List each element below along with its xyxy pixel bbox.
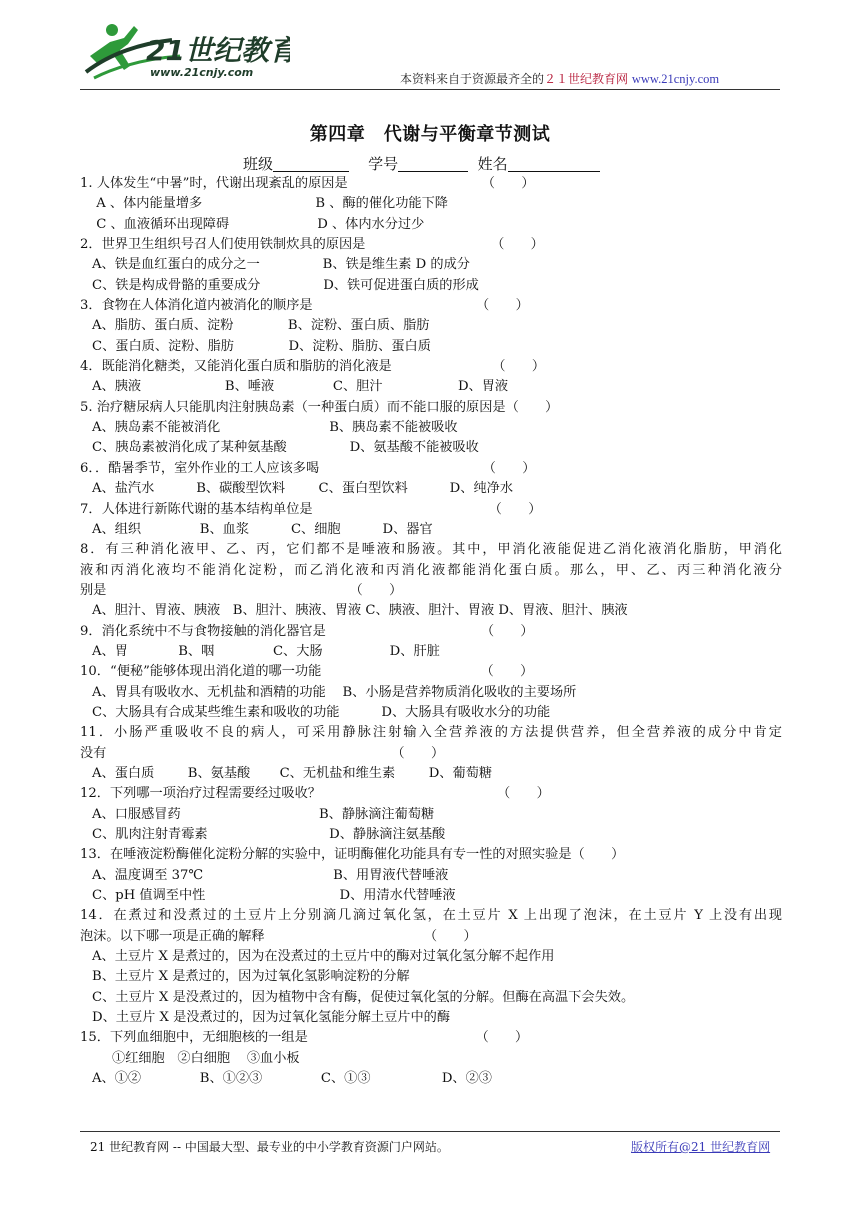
option-line: A、胃具有吸收水、无机盐和酒精的功能 B、小肠是营养物质消化吸收的主要场所 [92,684,577,700]
option-line: A 、体内能量增多 B 、酶的催化功能下降 [92,196,448,212]
question-line: 1. 人体发生“中暑”时，代谢出现紊乱的原因是 （ ） [80,176,535,191]
option-line: A、胃 B、咽 C、大肠 D、肝脏 [92,643,440,659]
question-line: 没有 （ ） [80,745,445,761]
logo-text: 21世纪教育 [146,34,290,67]
logo-url: www.21cnjy.com [150,66,254,79]
option-line: D、土豆片 X 是没煮过的，因为过氧化氢能分解土豆片中的酶 [92,1010,451,1026]
option-line: B、土豆片 X 是煮过的，因为过氧化氢影响淀粉的分解 [92,969,410,985]
name-blank[interactable] [508,155,600,172]
header-divider [80,89,780,90]
question-line: 别是 （ ） [80,582,403,598]
option-line: C、土豆片 X 是没煮过的，因为植物中含有酶，促使过氧化氢的分解。但酶在高温下会失效。 [92,989,635,1005]
class-blank[interactable] [273,155,349,172]
question-line: 4．既能消化糖类，又能消化蛋白质和脂肪的消化液是 （ ） [80,359,546,375]
option-line: C、pH 值调至中性 D、用清水代替唾液 [92,888,456,904]
option-line: A、①② B、①②③ C、①③ D、②③ [92,1071,492,1087]
question-line: 15．下列血细胞中，无细胞核的一组是 （ ） [80,1030,529,1046]
question-line: 液和丙消化液均不能消化淀粉，而乙消化液和丙消化液都能消化蛋白质。那么，甲、乙、丙三种消化液分 [80,562,782,578]
question-line: 3．食物在人体消化道内被消化的顺序是 （ ） [80,298,529,314]
number-blank[interactable] [398,155,468,172]
question-line: 11．小肠严重吸收不良的病人，可采用静脉注射输入全营养液的方法提供营养，但全营养液的成分中肯定 [80,725,782,741]
header-note-prefix: 本资料来自于资源最齐全的 [400,72,545,86]
question-list [80,174,782,1089]
option-line: A、土豆片 X 是煮过的，因为在没煮过的土豆片中的酶对过氧化氢分解不起作用 [92,949,555,965]
option-line: ①红细胞 ②白细胞 ③血小板 [112,1050,300,1066]
site-logo[interactable] [80,16,290,86]
option-line: C、胰岛素被消化成了某种氨基酸 D、氨基酸不能被吸收 [92,440,479,456]
header-note [400,70,719,87]
question-line: 8．有三种消化液甲、乙、丙，它们都不是唾液和肠液。其中，甲消化液能促进乙消化液消化脂肪，甲消化 [80,542,782,558]
footer-copyright-link[interactable]: 版权所有@21 世纪教育网 [631,1140,771,1154]
question-line: 5. 治疗糖尿病人只能肌肉注射胰岛素（一种蛋白质）而不能口服的原因是（ ） [80,399,559,415]
option-line: A、脂肪、蛋白质、淀粉 B、淀粉、蛋白质、脂肪 [92,318,430,334]
option-line: C、肌肉注射青霉素 D、静脉滴注氨基酸 [92,827,446,842]
student-info-line [243,153,600,174]
number-label: 学号 [368,155,399,173]
option-line: C、大肠具有合成某些维生素和吸收的功能 D、大肠具有吸收水分的功能 [92,704,551,720]
option-line: A、胰液 B、唾液 C、胆汁 D、胃液 [92,379,509,395]
option-line: A、胆汁、胃液、胰液 B、胆汁、胰液、胃液 C、胰液、胆汁、胃液 D、胃液、胆汁、胰液 [92,603,628,619]
question-line: 14．在煮过和没煮过的土豆片上分别滴几滴过氧化氢，在土豆片 X 上出现了泡沫，在土豆片 Y 上没有出现 [80,908,782,924]
option-line: A、盐汽水 B、碳酸型饮料 C、蛋白型饮料 D、纯净水 [92,481,514,497]
question-line: 7．人体进行新陈代谢的基本结构单位是 （ ） [80,501,542,517]
header-note-url[interactable]: www.21cnjy.com [631,72,720,86]
option-line: A、蛋白质 B、氨基酸 C、无机盐和维生素 D、葡萄糖 [92,765,493,781]
page-title: 第四章 代谢与平衡章节测试 [309,124,551,145]
question-line: 6．．酷暑季节，室外作业的工人应该多喝 （ ） [80,460,536,476]
question-line: 13．在唾液淀粉酶催化淀粉分解的实验中，证明酶催化功能具有专一性的对照实验是（ ） [80,847,625,863]
option-line: A、组织 B、血浆 C、细胞 D、器官 [92,521,433,537]
option-line: A、温度调至 37℃ B、用胃液代替唾液 [92,867,449,883]
question-line: 泡沫。以下哪一项是正确的解释 （ ） [80,928,477,944]
header-note-brand: ２１世纪教育网 [544,72,629,86]
option-line: A、胰岛素不能被消化 B、胰岛素不能被吸收 [92,420,458,436]
question-line: 2．世界卫生组织号召人们使用铁制炊具的原因是 （ ） [80,237,544,253]
question-line: 12．下列哪一项治疗过程需要经过吸收？ （ ） [80,786,550,802]
question-line: 9．消化系统中不与食物接触的消化器官是 （ ） [80,623,534,639]
option-line: C 、血液循环出现障碍 D 、体内水分过少 [92,216,425,232]
option-line: C、铁是构成骨骼的重要成分 D、铁可促进蛋白质的形成 [92,277,479,293]
question-line: 10．“便秘”能够体现出消化道的哪一功能 （ ） [80,664,534,680]
option-line: A、口服感冒药 B、静脉滴注葡萄糖 [92,806,435,822]
footer-text: 21 世纪教育网 -- 中国最大型、最专业的中小学教育资源门户网站。 [90,1140,449,1154]
class-label: 班级 [243,155,274,173]
name-label: 姓名 [477,155,508,173]
footer-divider [80,1131,780,1132]
option-line: C、蛋白质、淀粉、脂肪 D、淀粉、脂肪、蛋白质 [92,338,431,354]
logo-graphic [80,16,290,86]
option-line: A、铁是血红蛋白的成分之一 B、铁是维生素 D 的成分 [92,257,470,273]
